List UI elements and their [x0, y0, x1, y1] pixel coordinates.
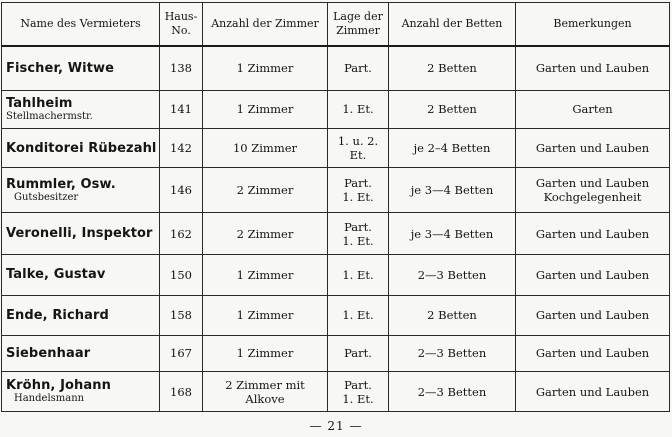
- cell-betten: 2—3 Betten: [389, 255, 516, 296]
- table-row: [2, 90, 670, 129]
- cell-betten: 2 Betten: [389, 46, 516, 90]
- header-name: Name des Vermieters: [2, 3, 160, 47]
- cell-lage: [328, 295, 389, 335]
- cell-betten: je 3—4 Betten: [389, 167, 516, 212]
- table-row: [2, 46, 670, 90]
- cell-bemerkungen: [516, 335, 670, 372]
- header-bemerkungen: Bemerkungen: [516, 3, 670, 47]
- header-hausno: [160, 3, 203, 47]
- cell-vermieter: [2, 372, 160, 412]
- cell-zimmer: [203, 335, 328, 372]
- vermieter-name: Fischer, Witwe: [6, 60, 115, 76]
- header-zimmer: Anzahl der Zimmer: [203, 3, 328, 47]
- header-lage-line: Lage der: [333, 10, 383, 23]
- cell-zimmer: [203, 372, 328, 412]
- cell-betten: je 3—4 Betten: [389, 213, 516, 255]
- vermieter-name: Siebenhaar: [6, 345, 91, 361]
- table-row: [2, 129, 670, 168]
- vermieter-occupation: Handelsmann: [14, 393, 85, 405]
- table-header: [2, 3, 670, 47]
- cell-hausno: 142: [160, 129, 203, 168]
- cell-zimmer-line: 1 Zimmer: [236, 308, 294, 323]
- cell-bemerkungen-line: Garten und Lauben: [535, 226, 650, 241]
- cell-zimmer-line: 1 Zimmer: [236, 61, 294, 76]
- vermieter-occupation: Stellmachermstr.: [6, 110, 93, 122]
- cell-vermieter: [2, 46, 160, 90]
- cell-zimmer: [203, 295, 328, 335]
- cell-bemerkungen-line: Garten: [572, 102, 613, 117]
- cell-vermieter: [2, 255, 160, 296]
- cell-hausno: 138: [160, 46, 203, 90]
- vermieter-name: Veronelli, Inspektor: [6, 226, 153, 242]
- cell-bemerkungen: [516, 90, 670, 129]
- cell-lage-line: 1. Et.: [342, 391, 374, 406]
- table-row: [2, 167, 670, 212]
- header-lage: [328, 3, 389, 47]
- cell-bemerkungen: [516, 255, 670, 296]
- vermieter-name: Ende, Richard: [6, 307, 109, 323]
- cell-lage-line: 1. Et.: [342, 267, 374, 282]
- table-row: [2, 335, 670, 372]
- cell-zimmer-line: 1 Zimmer: [236, 267, 294, 282]
- cell-bemerkungen: [516, 372, 670, 412]
- cell-bemerkungen: [516, 213, 670, 255]
- cell-bemerkungen-line: Kochgelegenheit: [543, 190, 642, 204]
- cell-hausno: 158: [160, 295, 203, 335]
- cell-betten: 2—3 Betten: [389, 372, 516, 412]
- cell-lage: [328, 46, 389, 90]
- header-hausno-line: No.: [171, 24, 191, 37]
- cell-zimmer: [203, 129, 328, 168]
- cell-lage: [328, 90, 389, 129]
- vermieter-name: Talke, Gustav: [6, 267, 106, 283]
- cell-zimmer: [203, 90, 328, 129]
- table-row: [2, 295, 670, 335]
- cell-lage: [328, 213, 389, 255]
- cell-bemerkungen-line: Garten und Lauben: [535, 308, 650, 323]
- cell-vermieter: [2, 90, 160, 129]
- cell-vermieter: [2, 167, 160, 212]
- cell-bemerkungen: [516, 167, 670, 212]
- cell-lage-line: Part.: [344, 346, 372, 361]
- cell-zimmer-line: 10 Zimmer: [232, 141, 298, 156]
- cell-vermieter: [2, 129, 160, 168]
- vermieter-occupation: Gutsbesitzer: [14, 191, 79, 203]
- cell-lage-line: 1. u. 2. Et.: [337, 134, 379, 163]
- cell-hausno: 146: [160, 167, 203, 212]
- cell-bemerkungen-line: Garten und Lauben: [535, 61, 650, 76]
- header-betten: Anzahl der Betten: [389, 3, 516, 47]
- cell-zimmer-line: 2 Zimmer mit: [225, 377, 305, 392]
- cell-lage-line: Part.: [344, 219, 372, 234]
- table-row: [2, 372, 670, 412]
- cell-vermieter: [2, 213, 160, 255]
- cell-hausno: 141: [160, 90, 203, 129]
- header-hausno-line: Haus-: [164, 10, 198, 23]
- cell-zimmer: [203, 167, 328, 212]
- cell-zimmer-line: Alkove: [245, 391, 285, 406]
- cell-vermieter: [2, 295, 160, 335]
- landlord-table: [1, 2, 670, 412]
- cell-lage-line: 1. Et.: [342, 308, 374, 323]
- vermieter-name: Konditorei Rübezahl: [6, 140, 157, 156]
- cell-betten: 2 Betten: [389, 295, 516, 335]
- vermieter-name: Tahlheim: [6, 95, 73, 111]
- table-body: [2, 46, 670, 412]
- cell-hausno: 162: [160, 213, 203, 255]
- cell-lage: [328, 129, 389, 168]
- cell-lage-line: 1. Et.: [342, 233, 374, 248]
- cell-hausno: 168: [160, 372, 203, 412]
- page-number: — 21 —: [309, 419, 363, 433]
- cell-zimmer-line: 2 Zimmer: [236, 183, 294, 197]
- cell-zimmer: [203, 46, 328, 90]
- cell-zimmer: [203, 255, 328, 296]
- cell-bemerkungen: [516, 295, 670, 335]
- cell-bemerkungen-line: Garten und Lauben: [535, 384, 650, 399]
- cell-lage-line: Part.: [344, 377, 372, 392]
- cell-lage: [328, 335, 389, 372]
- cell-bemerkungen: [516, 129, 670, 168]
- cell-bemerkungen-line: Garten und Lauben: [535, 346, 650, 361]
- cell-bemerkungen-line: Garten und Lauben: [535, 141, 650, 156]
- cell-zimmer-line: 1 Zimmer: [236, 102, 294, 117]
- cell-bemerkungen-line: Garten und Lauben: [535, 267, 650, 282]
- cell-hausno: 150: [160, 255, 203, 296]
- cell-bemerkungen-line: Garten und Lauben: [535, 176, 650, 190]
- table-row: [2, 255, 670, 296]
- cell-vermieter: [2, 335, 160, 372]
- cell-lage-line: Part.: [344, 61, 372, 76]
- cell-bemerkungen: [516, 46, 670, 90]
- cell-hausno: 167: [160, 335, 203, 372]
- table-row: [2, 213, 670, 255]
- vermieter-name: Kröhn, Johann: [6, 378, 111, 394]
- vermieter-name: Rummler, Osw.: [6, 176, 116, 192]
- cell-zimmer-line: 1 Zimmer: [236, 346, 294, 361]
- header-lage-line: Zimmer: [336, 24, 380, 37]
- cell-lage-line: Part.: [344, 176, 372, 190]
- cell-zimmer: [203, 213, 328, 255]
- cell-lage: [328, 255, 389, 296]
- cell-betten: je 2–4 Betten: [389, 129, 516, 168]
- cell-lage: [328, 372, 389, 412]
- cell-zimmer-line: 2 Zimmer: [236, 226, 294, 241]
- cell-betten: 2—3 Betten: [389, 335, 516, 372]
- cell-lage: [328, 167, 389, 212]
- cell-lage-line: 1. Et.: [342, 102, 374, 117]
- cell-lage-line: 1. Et.: [342, 190, 374, 204]
- cell-betten: 2 Betten: [389, 90, 516, 129]
